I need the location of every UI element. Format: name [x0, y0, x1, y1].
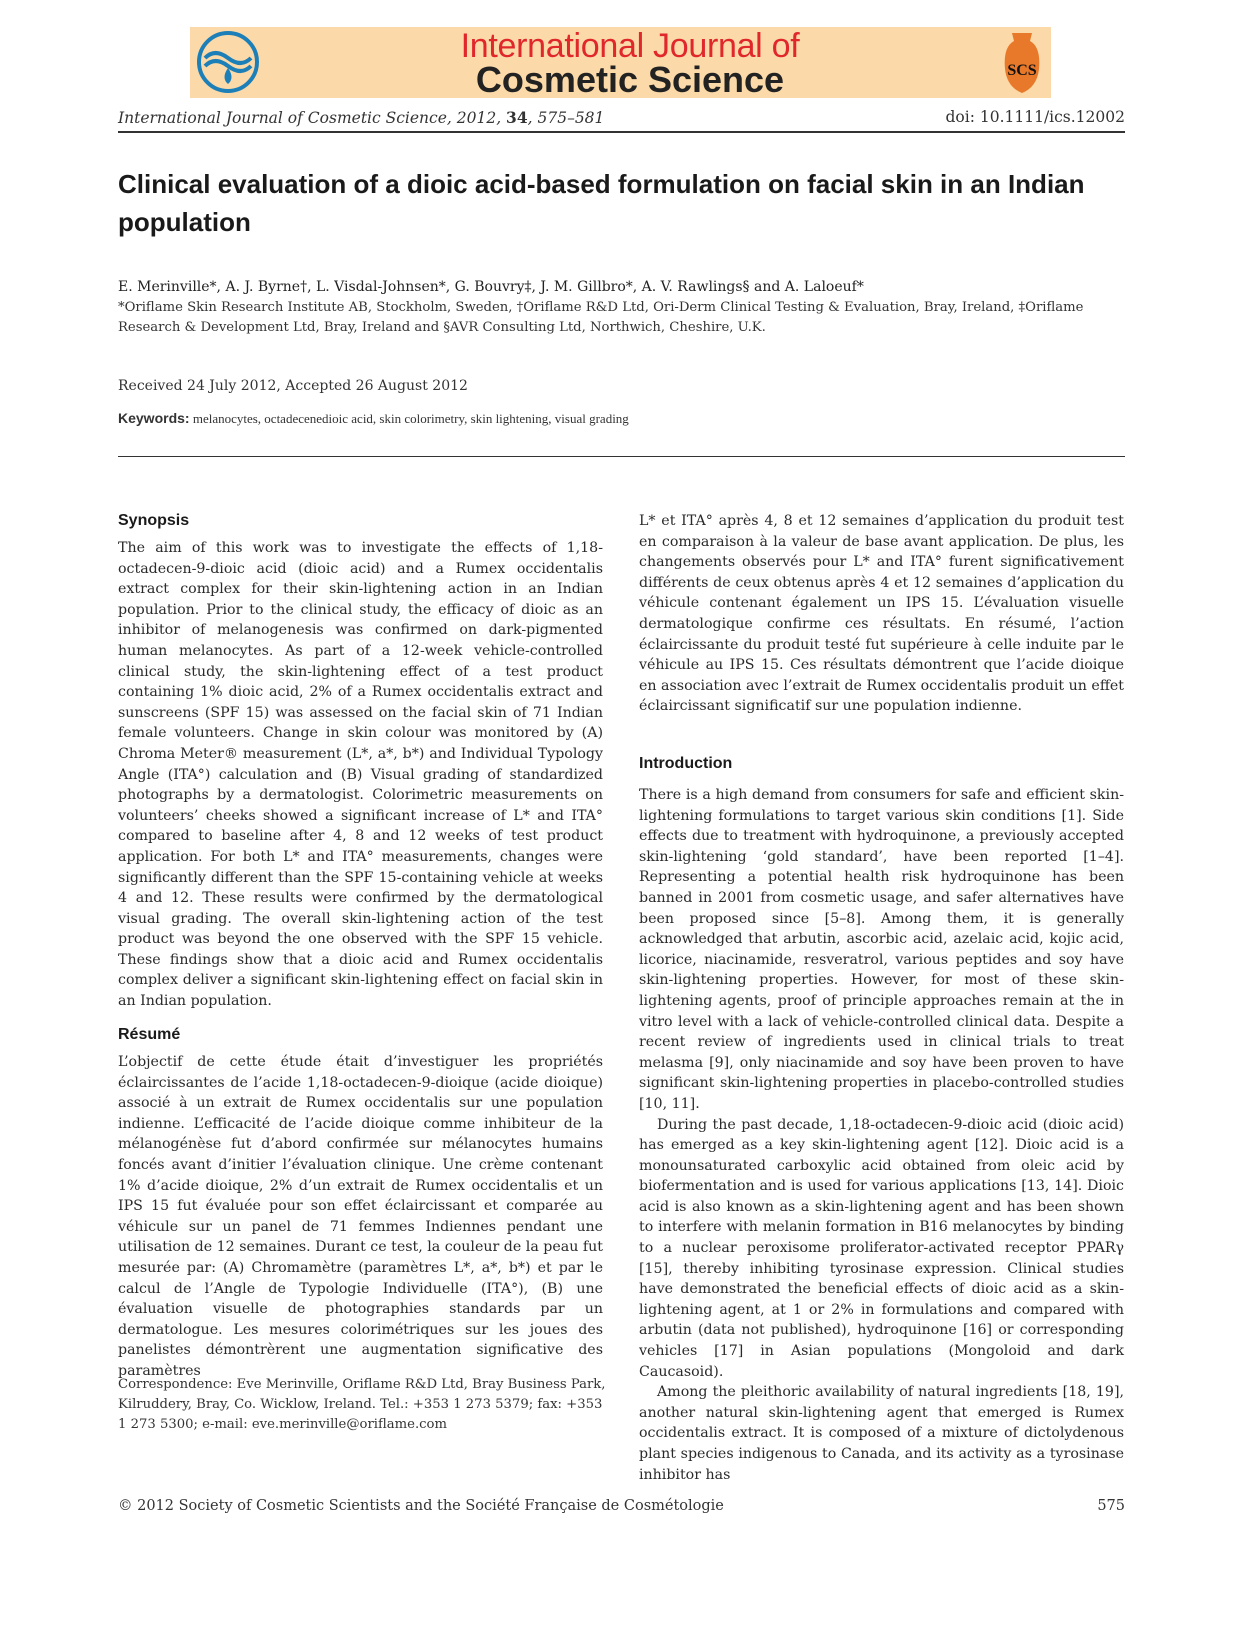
article-title: Clinical evaluation of a dioic acid-based formulation on facial skin in an Indian population	[118, 169, 1085, 237]
citation-line	[118, 108, 604, 127]
synopsis-text: The aim of this work was to investigate the effects of 1,18-octadecen-9-dioic acid (dioic acid) and a Rumex occidentalis extract complex for their skin-lightening action in an Indian population. Prior to the clinical study, the efficacy of dioic as an inhibitor of melanogenesis was confirmed on dark-pigmented human melanocytes. As part of a 12-week vehicle-controlled clinical study, the skin-lightening effect of a test product containing 1% dioic acid, 2% of a Rumex occidentalis extract and sunscreens (SPF 15) was assessed on the facial skin of 71 Indian female volunteers. Change in skin colour was monitored by (A) Chroma Meter® measurement (L*, a*, b*) and Individual Typology Angle (ITA°) calculation and (B) Visual grading of standardized photographs by a dermatologist. Colorimetric measurements on volunteers’ cheeks showed a significant increase of L* and ITA° compared to baseline after 4, 8 and 12 weeks of test product application. For both L* and ITA° measurements, changes were significantly different than the SPF 15-containing vehicle at weeks 4 and 12. These results were confirmed by the dermatological visual grading. The overall skin-lightening action of the test product was beyond the one observed with the SPF 15 vehicle. These findings show that a dioic acid and Rumex occidentalis complex deliver a significant skin-lightening effect on facial skin in an Indian population.	[118, 540, 603, 1010]
citation-pages: , 575–581	[527, 109, 605, 127]
doi: doi: 10.1111/ics.12002	[945, 108, 1125, 126]
citation-journal: International Journal of Cosmetic Science	[118, 109, 447, 127]
received-date: Received 24 July 2012, Accepted 26 August 2012	[118, 378, 468, 394]
synopsis-heading: Synopsis	[118, 512, 190, 529]
affiliations: *Oriflame Skin Research Institute AB, Stockholm, Sweden, †Oriflame R&D Ltd, Ori-Derm Clinical Testing & Evaluation, Bray, Ireland, ‡Oriflame Research & Development Ltd, Bray, Ireland and §AVR Consulting Ltd, Northwich, Cheshire, U.K.	[118, 300, 1084, 335]
header-divider	[118, 131, 1125, 133]
footer-copyright: © 2012 Society of Cosmetic Scientists and the Société Française de Cosmétologie	[118, 1498, 724, 1514]
journal-logo-icon	[193, 28, 263, 96]
resume-body	[118, 1052, 603, 1382]
keywords-label: Keywords:	[118, 410, 190, 426]
banner-title-line1: International Journal of	[460, 27, 800, 65]
intro-paragraph-1: There is a high demand from consumers for safe and efficient skin-lightening formulations to target various skin conditions [1]. Side effects due to treatment with hydroquinone, a previously accepted skin-lightening ‘gold standard’, have been reported [1–4]. Representing a potential health risk hydroquinone has been banned in 2001 from cosmetic usage, and safer alternatives have been proposed since [5–8]. Among them, it is generally acknowledged that arbutin, ascorbic acid, azelaic acid, kojic acid, licorice, niacinamide, resveratrol, various peptides and soy have skin-lightening properties. However, for most of these skin-lightening agents, proof of principle approaches remain at the in vitro level with a lack of vehicle-controlled clinical data. Despite a recent review of ingredients used in clinical trials to treat melasma [9], only niacinamide and soy have been proven to have significant skin-lightening properties in placebo-controlled studies [10, 11].	[639, 787, 1124, 1112]
intro-paragraph-2: During the past decade, 1,18-octadecen-9-dioic acid (dioic acid) has emerged as a key skin-lightening agent [12]. Dioic acid is a monounsaturated carboxylic acid obtained from oleic acid by biofermentation and is used for various applications [13, 14]. Dioic acid is also known as a skin-lightening agent and has been shown to interfere with melanin formation in B16 melanocytes by binding to a nuclear peroxisome proliferator-activated receptor PPARγ [15], thereby inhibiting tyrosinase expression. Clinical studies have demonstrated the beneficial effects of dioic acid as a skin-lightening agent, at 1 or 2% in formulations and compared with arbutin (data not published), hydroquinone [16] or corresponding vehicles [17] in Asian populations (Mongoloid and dark Caucasoid).	[639, 1116, 1124, 1380]
banner-title-line2: Cosmetic Science	[475, 59, 785, 100]
society-logo-text: SCS	[1007, 62, 1037, 79]
keywords-list: melanocytes, octadecenedioic acid, skin colorimetry, skin lightening, visual grading	[192, 411, 629, 426]
society-logo-icon	[997, 29, 1047, 97]
intro-paragraph-3: Among the pleithoric availability of natural ingredients [18, 19], another natural skin-lightening agent that emerged is Rumex occidentalis extract. It is composed of a mixture of dictolydenous plant species indigenous to Canada, and its activity as a tyrosinase inhibitor has	[639, 1384, 1124, 1483]
title-divider	[118, 456, 1125, 457]
resume-heading: Résumé	[118, 1026, 181, 1043]
resume-text: L’objectif de cette étude était d’investiguer les propriétés éclaircissantes de l’acide 1,18-octadecen-9-dioique (acide dioique) associé à un extrait de Rumex occidentalis sur une population indienne. L’efficacité de l’acide dioique comme inhibiteur de la mélanogénèse fut d’abord confirmée sur mélanocytes humains foncés avant d’initier l’évaluation clinique. Une crème contenant 1% d’acide dioique, 2% d’un extrait de Rumex occidentalis et un IPS 15 fut évaluée pour son effet éclaircissant et comparée au véhicule sur un panel de 71 femmes Indiennes pendant une utilisation de 12 semaines. Durant ce test, la couleur de la peau fut mesurée par: (A) Chromamètre (paramètres L*, a*, b*) et par le calcul de l’Angle de Typologie Individuelle (ITA°), (B) une évaluation visuelle de photographies standards par un dermatologue. Les mesures colorimétriques sur les joues des panelistes démontrèrent une augmentation significative des paramètres	[118, 1054, 603, 1379]
introduction-body	[639, 785, 1124, 1485]
keywords	[118, 410, 629, 427]
resume-continued-body	[639, 511, 1124, 717]
correspondence-footnote: Correspondence: Eve Merinville, Oriflame R&D Ltd, Bray Business Park, Kilruddery, Bray, Co. Wicklow, Ireland. Tel.: +353 1 273 5379; fax: +353 1 273 5300; e-mail: eve.merinville@oriflame.com	[118, 1377, 606, 1432]
synopsis-body	[118, 538, 603, 1012]
citation-year: , 2012,	[446, 109, 507, 127]
citation-volume: 34	[506, 108, 528, 127]
authors: E. Merinville*, A. J. Byrne†, L. Visdal-Johnsen*, G. Bouvry‡, J. M. Gillbro*, A. V. Rawlings§ and A. Laloeuf*	[118, 279, 864, 295]
introduction-heading: Introduction	[639, 755, 733, 772]
page-number: 575	[1097, 1498, 1125, 1514]
resume-continued-text: L* et ITA° après 4, 8 et 12 semaines d’application du produit test en comparaison à la valeur de base avant application. De plus, les changements observés pour L* and ITA° furent significativement différents de ceux obtenus après 4 et 12 semaines d’application du véhicule contenant également un IPS 15. L’évaluation visuelle dermatologique confirme ces résultats. En résumé, l’action éclaircissante du produit testé fut supérieure à celle induite par le véhicule au IPS 15. Ces résultats démontrent que l’acide dioique en association avec l’extrait de Rumex occidentalis produit un effet éclaircissant significatif sur une population indienne.	[639, 513, 1124, 715]
